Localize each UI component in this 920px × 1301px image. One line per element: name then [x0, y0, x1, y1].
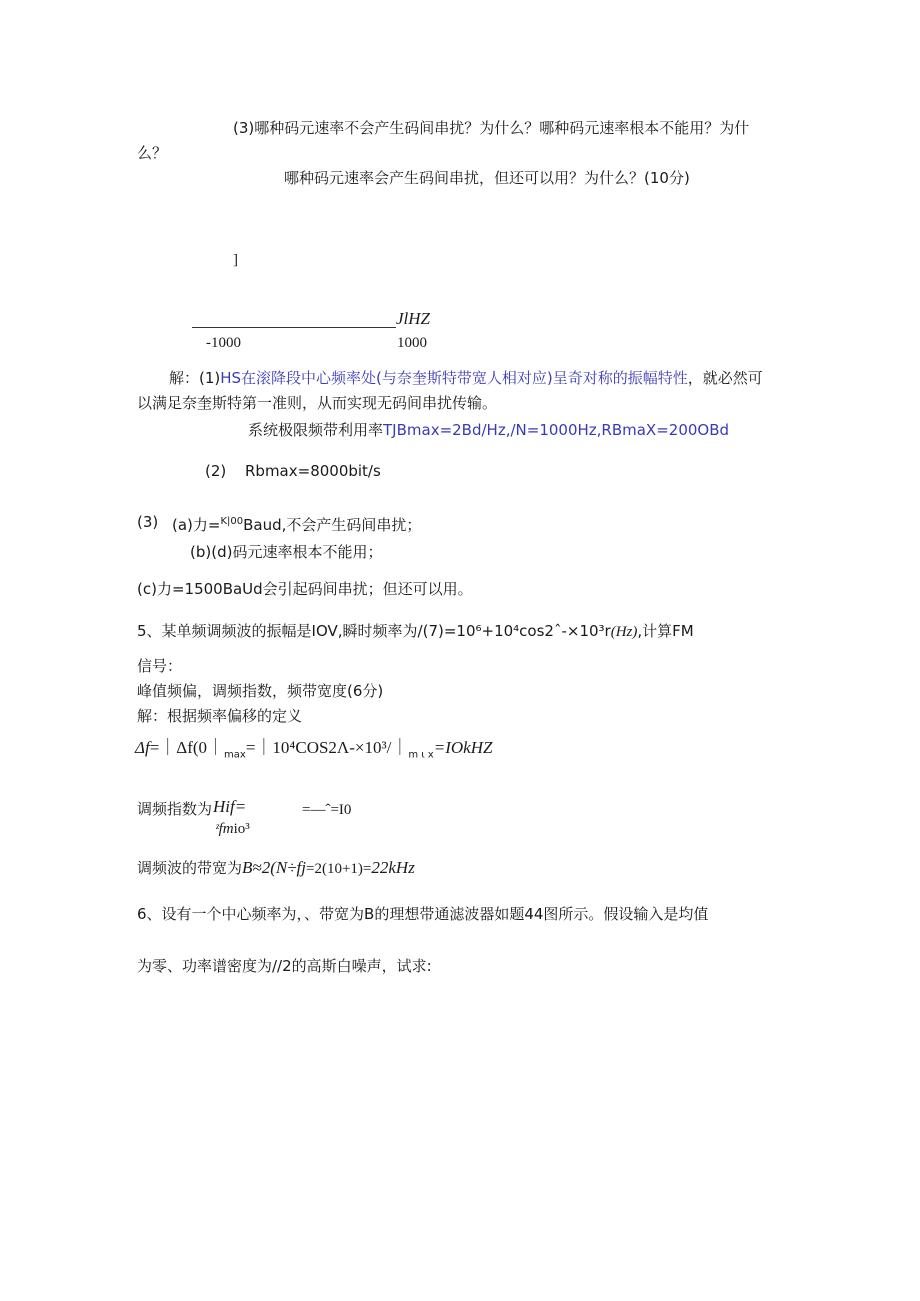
eq3-lhs: B≈2(N÷fj [242, 858, 307, 877]
q6-line2: 为零、功率谱密度为//2的高斯白噪声，试求: [137, 957, 432, 975]
part2-label: (2) [205, 462, 227, 480]
axis-label: JlHZ [396, 309, 430, 328]
solution-part1-rest: ，就必然可 [687, 369, 763, 387]
eq2-label: 调频指数为 [137, 800, 213, 818]
eq1-result: =IOkHZ [433, 738, 493, 757]
tick-label-right: 1000 [397, 335, 427, 351]
part3a [172, 512, 421, 535]
part3-label: (3) [137, 513, 159, 531]
q5-line3: 峰值频偏，调频指数，频带宽度(6分) [137, 682, 384, 700]
q3-line1: (3)哪种码元速率不会产生码间串扰？为什么？哪种码元速率根本不能用？为什 [233, 119, 750, 137]
eq1-mid: =｜Δf(0｜ [149, 738, 225, 757]
eq3-label: 调频波的带宽为 [137, 859, 243, 877]
eq1-sub: max [224, 749, 246, 761]
q5-line1-end: ,计算FM [637, 622, 694, 640]
solution-part1-highlight: HS在滚降段中心频率处(与奈奎斯特带宽人相对应)呈奇对称的振幅特性 [220, 369, 688, 387]
part3a-sup: K|00 [220, 516, 244, 527]
tick-label-left: -1000 [206, 335, 241, 351]
q5-line1 [137, 621, 694, 642]
q5-line2: 信号： [137, 657, 183, 675]
solution-label: 解：(1) [169, 369, 221, 387]
solution-line2: 以满足奈奎斯特第一准则，从而实现无码间串扰传输。 [137, 394, 498, 412]
part3b: (b)(d)码元速率根本不能用； [190, 543, 383, 561]
q6-line1: 6、设有一个中心频率为，、带宽为B的理想带通滤波器如题44图所示。假设输入是均值 [137, 905, 709, 923]
frequency-axis [192, 327, 396, 328]
equation-peak-deviation [135, 738, 492, 765]
bandwidth-efficiency-label: 系统极限频带利用率 [248, 421, 384, 439]
part3c: (c)力=1500BaUd会引起码间串扰；但还可以用。 [137, 580, 473, 598]
eq1-lhs: Δf [135, 738, 150, 757]
eq3-mid: =2(10+1)= [306, 861, 372, 877]
eq2-denominator [215, 818, 250, 839]
bandwidth-efficiency-formula: TJBmax=2Bd/Hz,/N=1000Hz,RBmaX=200OBd [383, 421, 730, 439]
part3a-post: Baud,不会产生码间串扰； [243, 516, 422, 534]
eq2-rhs: =—ˆ=I0 [302, 802, 352, 818]
figure-bracket: ] [233, 252, 238, 268]
q3-line3: 哪种码元速率会产生码间串扰，但还可以用？为什么？(10分) [284, 169, 690, 187]
eq2-den-italic: ᶻfm [215, 821, 234, 837]
eq1-sub2: m ι x [408, 749, 434, 761]
part2-value: Rbmax=8000bit/s [245, 462, 381, 480]
solution-line1 [169, 368, 763, 388]
eq1-mid2: =｜10⁴COS2Λ-×10³/｜ [245, 738, 409, 757]
q5-line1-italic: (Hz) [610, 624, 638, 640]
eq2-lhs: Hif= [213, 797, 247, 816]
solution-line3 [248, 420, 729, 440]
q5-line4: 解：根据频率偏移的定义 [137, 707, 303, 725]
part3a-pre: (a)力= [172, 516, 221, 534]
q5-line1-text: 5、某单频调频波的振幅是IOV,瞬时频率为/(7)=10⁶+10⁴cos2ˆ-×10³r [137, 622, 611, 640]
q3-line2: 么？ [137, 144, 168, 162]
eq2-den-text: io³ [233, 821, 250, 837]
eq3-result: 22kHz [371, 858, 415, 877]
eq3 [137, 858, 415, 879]
